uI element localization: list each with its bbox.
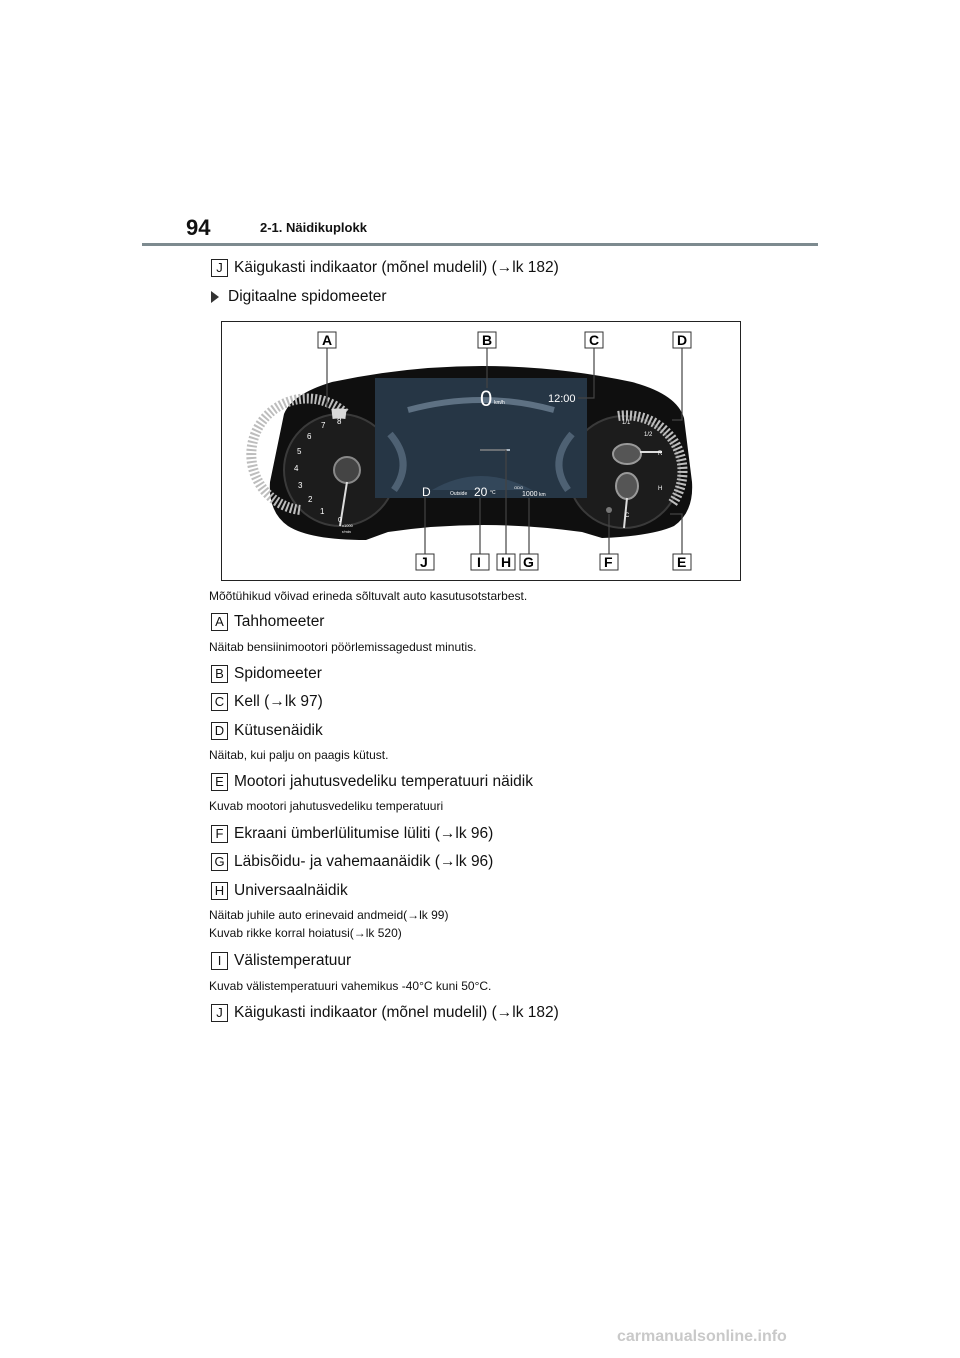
item-text: Kütusenäidik [234,722,323,739]
clock-readout: 12:00 [548,393,576,405]
triangle-bullet-icon [211,291,219,303]
callout-i: I [477,554,481,570]
item-letter: J [211,1004,228,1022]
item-c [211,693,323,711]
item-text: Kell ( [234,693,270,710]
right-knob-lower [616,473,638,499]
item-letter: D [211,722,228,740]
item-d [211,722,323,740]
header-divider [142,243,818,246]
item-i-desc: Kuvab välistemperatuuri vahemikus -40°C kuni 50°C. [209,979,492,993]
tacho-number-5: 5 [297,447,302,456]
item-ref: lk 97) [284,693,323,710]
speed-readout: 0 [480,386,493,411]
page-number: 94 [186,215,211,240]
tacho-number-4: 4 [294,464,299,473]
item-text: Tahhomeeter [234,613,325,630]
arrow-icon: → [496,1004,513,1021]
callout-c: C [589,332,600,348]
item-a-desc: Näitab bensiinimootori pöörlemissagedust minutis. [209,640,477,654]
watermark: carmanualsonline.info [617,1328,787,1345]
figure-caption: Mõõtühikud võivad erineda sõltuvalt auto kasutusotstarbest. [209,589,528,603]
item-letter: A [211,613,228,631]
item-text: Käigukasti indikaator (mõnel mudelil) ( [234,259,497,276]
tacho-number-6: 6 [307,432,312,441]
display-switch-button [606,507,612,513]
tacho-unit-rpm: r/min [342,529,351,534]
callout-h: H [501,554,512,570]
instrument-cluster-figure [221,321,741,581]
odo-unit: km [539,492,546,498]
callout-d: D [677,332,688,348]
callout-j: J [420,554,428,570]
arrow-icon: → [269,693,285,710]
item-letter: B [211,665,228,683]
item-text: Läbisõidu- ja vahemaanäidik ( [234,853,440,870]
tachometer-hub [334,457,360,483]
arrow-icon: → [439,825,456,842]
fuel-full-label: 1/1 [622,420,631,426]
temp-hot-label: H [658,486,663,492]
item-i [211,952,351,970]
item-f [211,825,493,843]
callouts-bottom [416,554,691,570]
item-top-j [211,259,559,277]
item-letter: H [211,882,228,900]
item-ref: lk 182) [512,259,559,276]
arrow-icon: → [496,259,513,276]
arrow-icon: → [439,853,456,870]
tacho-number-2: 2 [308,495,313,504]
callout-f: F [604,554,613,570]
temp-unit: °C [490,490,496,496]
item-text: Välistemperatuur [234,952,352,969]
item-text: Universaalnäidik [234,882,348,899]
item-text: Mootori jahutusvedeliku temperatuuri näidik [234,773,533,790]
tacho-number-7: 7 [321,421,326,430]
speed-unit: km/h [494,400,505,406]
tacho-number-8: 8 [337,417,342,426]
item-letter: G [211,853,228,871]
item-text: Spidomeeter [234,665,322,682]
item-text: Käigukasti indikaator (mõnel mudelil) ( [234,1004,497,1021]
item-h-desc-2: Kuvab rikke korral hoiatusi(→lk 520) [209,926,402,940]
section-title: 2-1. Näidikuplokk [260,220,367,235]
temp-cold-label: C [625,513,630,519]
tacho-unit: x1000 [342,523,353,528]
callouts-top [318,332,691,348]
item-text: Ekraani ümberlülitumise lüliti ( [234,825,440,842]
item-letter: C [211,693,228,711]
tacho-number-0: 0 [338,517,342,524]
bullet-text: Digitaalne spidomeeter [228,288,387,305]
callout-g: G [523,554,534,570]
callout-e: E [677,554,687,570]
item-b [211,665,322,683]
fuel-half-label: 1/2 [644,432,653,438]
item-j [211,1004,559,1022]
item-e [211,773,533,791]
right-knob-upper [613,444,641,464]
cluster-illustration [222,322,740,580]
item-h [211,882,348,900]
item-ref: lk 182) [512,1004,559,1021]
item-letter: E [211,773,228,791]
gauge-r-mark: R [658,451,663,457]
item-letter: I [211,952,228,970]
item-letter: J [211,259,228,277]
tacho-number-1: 1 [320,507,325,516]
item-a [211,613,324,631]
item-e-desc: Kuvab mootori jahutusvedeliku temperatuuri [209,799,444,813]
tacho-number-3: 3 [298,481,303,490]
callout-b: B [482,332,493,348]
odo-label: ODO [514,485,524,490]
gear-readout: D [422,485,431,499]
item-ref: lk 96) [455,825,494,842]
outside-temp: 20 [474,485,488,499]
item-d-desc: Näitab, kui palju on paagis kütust. [209,748,389,762]
odometer-readout: 1000 [522,491,538,498]
item-letter: F [211,825,228,843]
item-g [211,853,493,871]
bullet-digital-speedometer [211,288,387,306]
item-ref: lk 96) [455,853,494,870]
callout-a: A [322,332,333,348]
outside-label: Outside [450,491,468,497]
item-h-desc-1: Näitab juhile auto erinevaid andmeid(→lk 99) [209,908,449,922]
